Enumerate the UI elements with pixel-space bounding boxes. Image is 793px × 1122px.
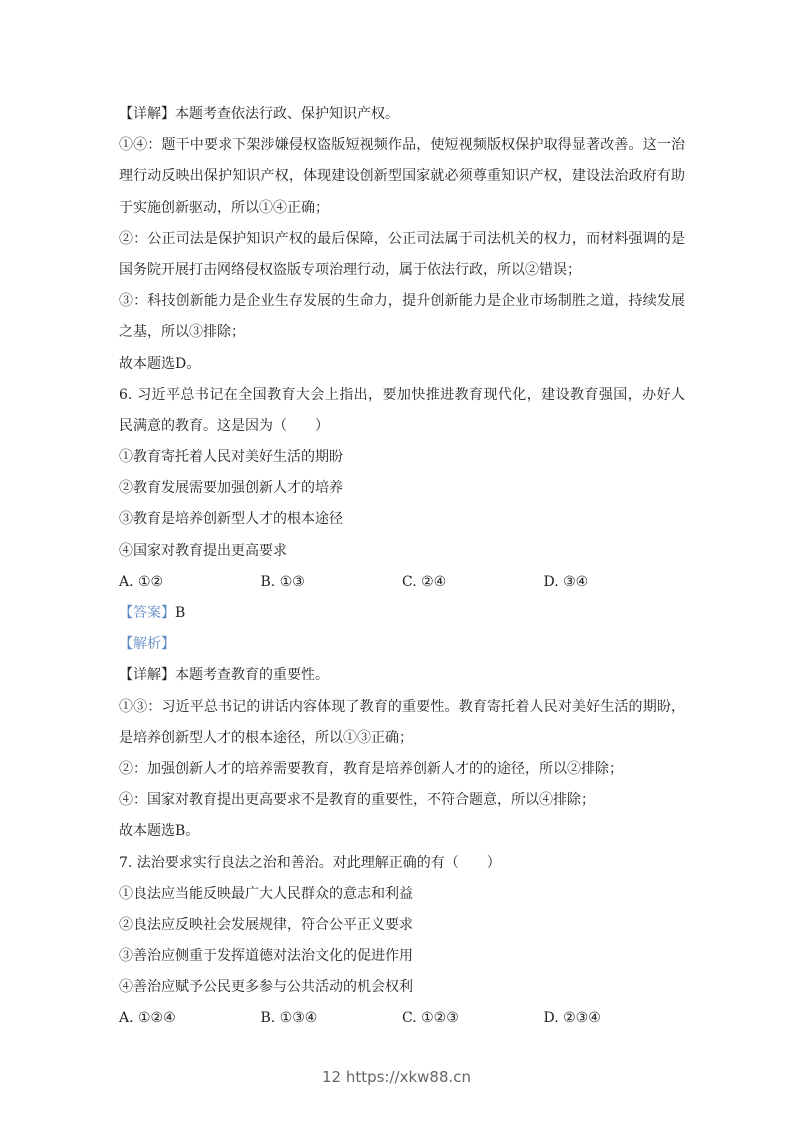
q5-detail-line [119,99,685,130]
q6-options [119,567,685,598]
document-body [119,99,685,1035]
text-line: 是培养创新型人才的根本途径，所以①③正确； [119,729,413,746]
option-b: B. ①③ [260,573,305,590]
q6-item: ④国家对教育提出更高要求 [119,542,287,559]
analysis-label: 【解析】 [119,636,175,653]
text-line: 之基，所以③排除； [119,324,245,341]
q7-stem: 7. 法治要求实行良法之治和善治。对此理解正确的有（ ） [119,854,501,871]
option-d: D. ③④ [543,573,589,590]
q6-detail-line [119,660,685,691]
text-line: 国务院开展打击网络侵权盗版专项治理行动，属于依法行政，所以②错误； [119,261,581,278]
conclusion-line: 故本题选D。 [119,355,201,372]
detail-label: 【详解】 [119,106,175,122]
page-footer: 12 https://xkw88.cn [321,1068,472,1086]
q7-item: ②良法应反映社会发展规律，符合公平正义要求 [119,916,413,933]
text-line: ②：公正司法是保护知识产权的最后保障，公正司法属于司法机关的权力，而材料强调的是 [119,230,685,247]
conclusion-line: 故本题选B。 [119,823,200,840]
text-line: 于实施创新驱动，所以①④正确； [119,199,329,216]
q6-item: ①教育寄托着人民对美好生活的期盼 [119,449,343,466]
answer-value: B [175,605,186,621]
detail-text: 本题考查依法行政、保护知识产权。 [175,106,399,122]
q7-options [119,1003,685,1034]
text-line: ①④：题干中要求下架涉嫌侵权盗版短视频作品，使短视频版权保护取得显著改善。这一治 [119,137,685,154]
text-line: 理行动反映出保护知识产权，体现建设创新型国家就必须尊重知识产权，建设法治政府有助 [119,168,685,185]
option-d: D. ②③④ [543,1010,601,1027]
q6-item: ②教育发展需要加强创新人才的培养 [119,480,343,497]
option-c: C. ①②③ [402,1010,459,1027]
option-c: C. ②④ [402,573,447,590]
text-line: ①③：习近平总书记的讲话内容体现了教育的重要性。教育寄托着人民对美好生活的期盼， [119,698,685,715]
detail-text: 本题考查教育的重要性。 [175,667,329,684]
q6-stem: 6. 习近平总书记在全国教育大会上指出，要加快推进教育现代化，建设教育强国，办好人 [119,386,685,403]
detail-label: 【详解】 [119,667,175,684]
q7-item: ④善治应赋予公民更多参与公共活动的机会权利 [119,979,413,996]
q6-stem: 民满意的教育。这是因为（ ） [119,417,329,434]
text-line: ②：加强创新人才的培养需要教育，教育是培养创新人才的的途径，所以②排除； [119,760,623,777]
q6-item: ③教育是培养创新型人才的根本途径 [119,511,343,528]
q6-answer [119,598,685,629]
q7-item: ①良法应当能反映最广大人民群众的意志和利益 [119,885,413,902]
option-a: A. ①②④ [119,1010,176,1027]
answer-label: 【答案】 [119,605,175,621]
text-line: ③：科技创新能力是企业生存发展的生命力，提升创新能力是企业市场制胜之道，持续发展 [119,293,685,310]
text-line: ④：国家对教育提出更高要求不是教育的重要性，不符合题意，所以④排除； [119,792,595,809]
option-b: B. ①③④ [260,1010,318,1027]
option-a: A. ①② [119,573,164,590]
q7-item: ③善治应侧重于发挥道德对法治文化的促进作用 [119,948,413,965]
